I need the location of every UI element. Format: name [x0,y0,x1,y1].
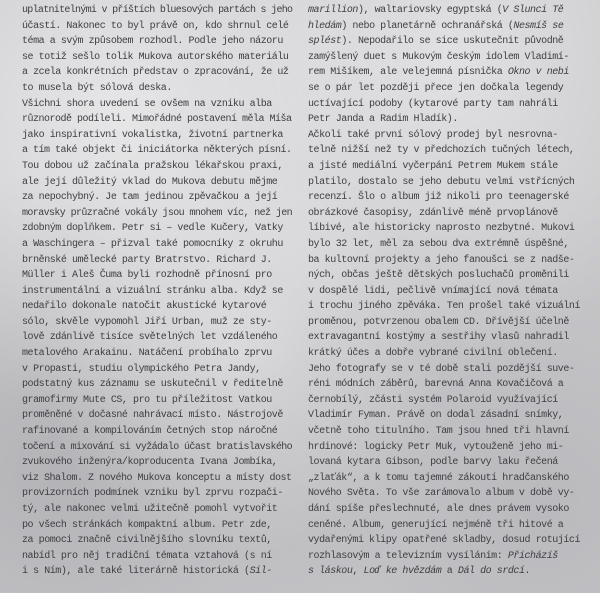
text-segment: uctívající podoby (kytarové party tam nahráli [308,98,558,110]
text-segment: proměnou, potvrzenou obalem CD. Dřívější účelně [308,316,569,328]
text-segment: líbivé, ale historicky naprosto nezbytné. Mukovi [308,223,575,235]
text-line [308,50,586,66]
text-segment: krátký účes a dobře vybrané civilní oblečení. [308,348,558,360]
text-line [308,362,586,378]
text-line [308,34,586,50]
italic-title-text: V Slunci Tě [502,5,564,16]
text-segment: gramofirmy Mute CS, pro tu příležitost Vatkou [22,394,272,406]
text-segment: točení a mixování si vyžádalo účast bratislavského [22,441,293,453]
text-line [22,3,292,19]
text-segment: , [352,566,364,578]
text-segment: metalového Arakainu. Natáčení probíhalo zprvu [22,348,272,360]
text-line [308,455,586,471]
text-line [22,190,292,206]
text-segment: moravsky průzračné vokály jsou mnohem víc, než jen [22,207,293,219]
text-segment: rozhlasovým a televizním vysíláním: [308,550,508,562]
text-segment: lovaná kytara Gibson, podle barvy laku řečená [308,457,558,469]
text-line [308,112,586,128]
text-line [308,253,586,269]
text-line [22,128,292,144]
text-segment: ) nebo planetárně ochranářská ( [341,20,514,32]
text-segment: extravagantní kostýmy a sestřihy vlasů nahradil [308,332,569,344]
text-segment: Jeho fotografy se v té době stali pozdější suve- [308,363,575,375]
text-line [22,362,292,378]
text-segment: se totiž sešlo tolik Mukova autorského materiálu [22,51,289,63]
text-segment: provizorních podmínek vzniku byl zprvu rozpači- [22,488,283,500]
text-line [22,533,292,549]
text-segment: telně nižší než ty v předchozích tučných létech, [308,145,575,157]
text-line [22,221,292,237]
text-line [22,81,292,97]
text-line [308,377,586,393]
text-segment: rafinované a kompilováním četných stop náročné [22,426,278,438]
text-segment: réni módních záběrů, barevná Anna Kovačičová a [308,379,564,391]
italic-title-text: Loď ke hvězdám [363,566,442,578]
text-segment: různorodě podíleli. Mimořádné postavení měla Míša [22,114,292,126]
italic-title-text: hledám [308,20,342,32]
text-line [22,65,292,81]
right-text-column [308,3,586,593]
text-line [22,175,292,191]
text-segment: Vladimír Fyman. Právě on dodal zásadní snímky, [308,410,564,422]
text-line [22,19,292,35]
text-line [308,408,586,424]
text-segment: jako inspirativní vokalistka, životní partnerka [22,129,283,141]
text-segment: Müller i Aleš Čuma byli rozhodně přínosní pro [22,270,272,282]
text-segment: platilo, dostalo se jeho debutu velmi vstřícných [308,176,575,188]
text-line [22,159,292,175]
text-line [308,159,586,175]
text-line [22,97,292,113]
text-line [308,299,586,315]
text-segment: i s Ním), ale také literárně historická ( [22,566,250,578]
text-segment: v Propasti, studiu olympického Petra Jandy, [22,363,261,375]
text-line [22,237,292,253]
text-segment: hrdinové: logicky Petr Muk, vytouženě jeho mi- [308,441,564,453]
italic-title-text: Dál do srdcí [457,566,525,578]
italic-title-text: Okno v nebi [507,67,569,79]
text-line [308,315,586,331]
text-segment: za nepochybný. Je tam jedinou zpěvačkou a její [22,192,278,204]
text-line [22,408,292,424]
text-segment: brněnské umělecké party Bratrstvo. Richard J. [22,254,272,266]
text-line [22,206,292,222]
left-text-column [22,3,292,593]
text-line [22,268,292,284]
text-segment: a tím také objekt či iniciátorka některých písní. [22,145,292,157]
text-line [22,424,292,440]
text-line [308,564,586,580]
text-segment: zvukového inženýra/koproducenta Ivana Jombíka, [22,457,278,469]
text-segment: uplatnitelnými v příštích bluesových partách s jeho [22,5,293,16]
text-line [308,486,586,502]
text-segment: zamýšlený duet s Mukovým českým idolem Vladimí- [308,51,569,63]
text-segment: instrumentální a vizuální stránku alba. Když se [22,285,283,297]
text-segment: včetně toho titulního. Tam jsou hned tři hlavní [308,426,569,438]
italic-title-text: s láskou [308,566,353,578]
text-line [22,143,292,159]
text-segment: „zlaťák“, a k tomu tajemné zákoutí hradčanského [308,472,569,484]
text-segment: ných, občas ještě dětských posluchačů proměnili [308,270,569,282]
text-segment: dání spíše přeslechnuté, ale dnes právem vysoko [308,504,569,515]
text-segment: Ačkoli také první sólový prodej byl nesrovna- [308,129,558,141]
text-line [22,284,292,300]
text-line [22,502,292,518]
text-segment: sólo, skvěle vypomohl Jiří Urban, muž ze sty- [22,316,272,328]
text-line [22,299,292,315]
text-line [308,284,586,300]
text-segment: účastí. Nakonec to byl právě on, kdo shrnul celé [22,20,289,32]
text-line [308,190,586,206]
text-line [308,143,586,159]
text-line [308,19,586,35]
text-line [308,237,586,253]
text-segment: ). Nepodařilo se sice uskutečnit původně [341,36,564,48]
text-line [308,440,586,456]
text-line [22,50,292,66]
italic-title-text: Přicházíš [507,550,558,562]
text-segment: to musela být sólová deska. [22,82,172,94]
text-segment: viz Shalom. Z nového Mukova konceptu a místy dost [22,472,292,484]
text-segment: i trochu jiného zpěváka. Ten prošel také vizuální [308,301,580,313]
text-segment: ), waltariovsky egyptská ( [357,5,503,16]
text-line [308,518,586,534]
text-line [22,471,292,487]
text-line [308,206,586,222]
text-segment: lově zdánlivě tisíce světelných let vzdáleného [22,332,278,344]
text-segment: vydařenými klipy opatřené skladby, dosud rotující [308,535,580,547]
text-line [308,3,586,19]
text-line [308,221,586,237]
text-segment: Tou dobou už začínala pražskou lékařskou praxi, [22,160,283,172]
text-segment: proměněné v dočasné nahrávací místo. Nástrojově [22,410,283,422]
text-line [22,253,292,269]
text-segment: nedařilo dokonale natočit akustické kytarové [22,301,267,313]
text-segment: téma a svým způsobem rozhodl. Podle jeho názoru [22,36,283,48]
text-line [22,564,292,580]
text-line [308,330,586,346]
text-segment: černobílý, zčásti systém Polaroid využívající [308,394,558,406]
text-line [308,471,586,487]
text-segment: recenzí. Šlo o album již nikoli pro teenagerské [308,192,569,204]
text-segment: tý, ale nakonec velmi užitečně pomohl vytvořit [22,504,278,515]
text-line [22,440,292,456]
text-line [22,330,292,346]
text-line [22,315,292,331]
text-line [22,34,292,50]
text-line [22,377,292,393]
text-line [308,424,586,440]
text-line [22,346,292,362]
text-segment: . [524,566,531,578]
text-line [22,393,292,409]
text-segment: Petr Janda a Radim Hladík). [308,114,458,126]
text-line [308,65,586,81]
text-segment: obrázkové časopisy, zdánlivě méně prvoplánově [308,207,558,219]
italic-title-text: marillion [308,5,358,16]
text-segment: rem Mišíkem, ale velejemná písnička [308,67,508,79]
italic-title-text: Nesmíš se [513,20,564,32]
text-segment: zdobným doplňkem. Petr si – vedle Kučery, Vatky [22,223,283,235]
text-segment: podstatný kus záznamu se uskutečnil v ředitelně [22,379,283,391]
text-segment: a [441,566,458,578]
text-line [22,486,292,502]
text-line [22,455,292,471]
text-segment: ceněné. Album, generující nejméně tři hitové a [308,519,564,531]
text-segment: ale její důležitý vklad do Mukova debutu mějme [22,176,278,188]
italic-title-text: splést [308,36,342,48]
text-line [308,549,586,565]
text-segment: se o pár let později přece jen dočkala legendy [308,82,564,94]
text-line [308,128,586,144]
italic-title-text: Sil- [249,566,272,578]
text-segment: a jisté mediální vyčerpání Petrem Mukem stále [308,160,558,172]
text-line [308,533,586,549]
text-segment: v dospělé lidi, pečlivě vnímající nová témata [308,285,558,297]
text-line [308,81,586,97]
text-line [308,268,586,284]
text-segment: a zcela konkrétních představ o zpracování, že už [22,67,289,79]
text-line [308,346,586,362]
text-line [308,175,586,191]
text-segment: Všichni shora uvedení se ovšem na vzniku alba [22,98,272,110]
text-segment: ba kultovní projekty a jeho fanoušci se z nadše- [308,254,575,266]
text-line [22,518,292,534]
text-line [308,97,586,113]
text-line [22,112,292,128]
text-segment: po všech stránkách kompaktní album. Petr zde, [22,519,272,531]
text-segment: za pomoci značně civilnějšího slovníku textů, [22,535,272,547]
text-segment: Nového Světa. To vše zarámovalo album v době vy- [308,488,575,500]
text-segment: nabídl pro něj tradiční témata vztahová (s ní [22,550,272,562]
text-line [308,502,586,518]
text-line [22,549,292,565]
text-segment: a Waschingera – přizval také pomocníky z okruhu [22,238,283,250]
text-segment: bylo 32 let, měl za sebou dva extrémně úspěšné, [308,238,569,250]
text-line [308,393,586,409]
